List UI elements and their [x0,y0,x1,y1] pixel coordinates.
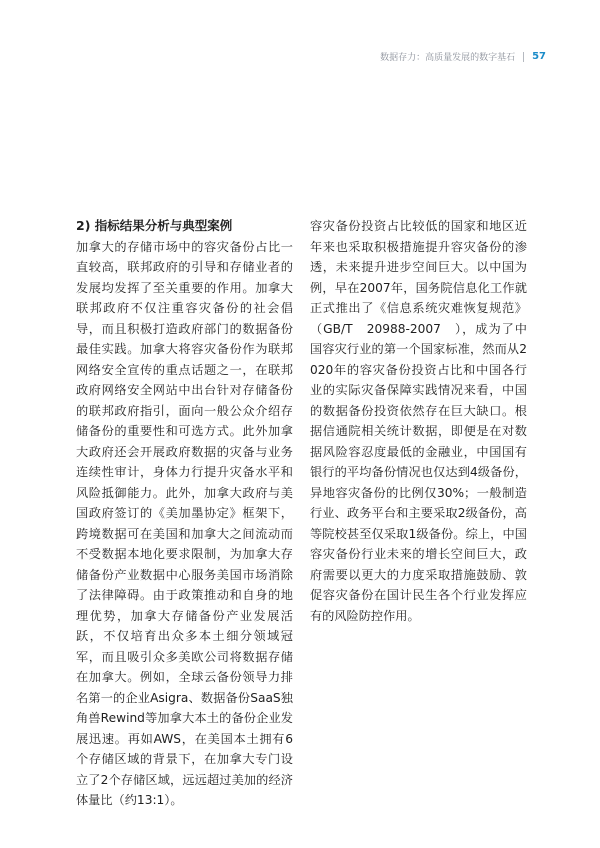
left-paragraph: 加拿大的存储市场中的容灾备份占比一直较高，联邦政府的引导和存储业者的发展均发挥了至关重要的作用。加拿大联邦政府不仅注重容灾备份的社会倡导，而且积极打造政府部门的数据备份最佳实践。加拿大将容灾备份作为联邦网络安全宣传的重点话题之一，在联邦政府网络安全网站中出台针对存储备份的联邦政府指引，面向一般公众介绍存储备份的重要性和可选方式。此外加拿大政府还会开展政府数据的灾备与业务连续性审计，身体力行提升灾备水平和风险抵御能力。此外，加拿大政府与美国政府签订的《美加墨协定》框架下，跨境数据可在美国和加拿大之间流动而不受数据本地化要求限制，为加拿大存储备份产业数据中心服务美国市场消除了法律障碍。由于政策推动和自身的地理优势，加拿大存储备份产业发展活跃，不仅培育出众多本土细分领域冠军，而且吸引众多美欧公司将数据存储在加拿大。例如，全球云备份领导力排名第一的企业Asigra、数据备份SaaS独角兽Rewind等加拿大本土的备份企业发展迅速。再如AWS，在美国本土拥有6个存储区域的背景下，在加拿大专门设立了2个存储区域，远远超过美加的经济体量比（约13:1）。 [76,239,293,807]
running-title: 数据存力：高质量发展的数字基石 [380,53,516,63]
section-heading: 2) 指标结果分析与典型案例 [76,218,233,233]
page-number: 57 [532,51,546,62]
page-header [380,50,546,63]
right-paragraph: 容灾备份投资占比较低的国家和地区近年来也采取积极措施提升容灾备份的渗透，未来提升进步空间巨大。以中国为例，早在2007年，国务院信息化工作就正式推出了《信息系统灾难恢复规范》（GB/T 20988-2007 ），成为了中国容灾行业的第一个国家标准，然而从2020年的容灾备份投资占比和中国各行业的实际灾备保障实践情况来看，中国的数据备份投资依然存在巨大缺口。根据信通院相关统计数据，即便是在对数据风险容忍度最低的金融业，中国国有银行的平均备份情况也仅达到4级备份，异地容灾备份的比例仅30%；一般制造行业、政务平台和主要采取2级备份，高等院校甚至仅采取1级备份。综上，中国容灾备份行业未来的增长空间巨大，政府需要以更大的力度采取措施鼓励、敦促容灾备份在国计民生各个行业发挥应有的风险防控作用。 [310,219,527,623]
header-divider [523,52,524,62]
left-column [76,216,293,811]
right-column [310,216,527,626]
